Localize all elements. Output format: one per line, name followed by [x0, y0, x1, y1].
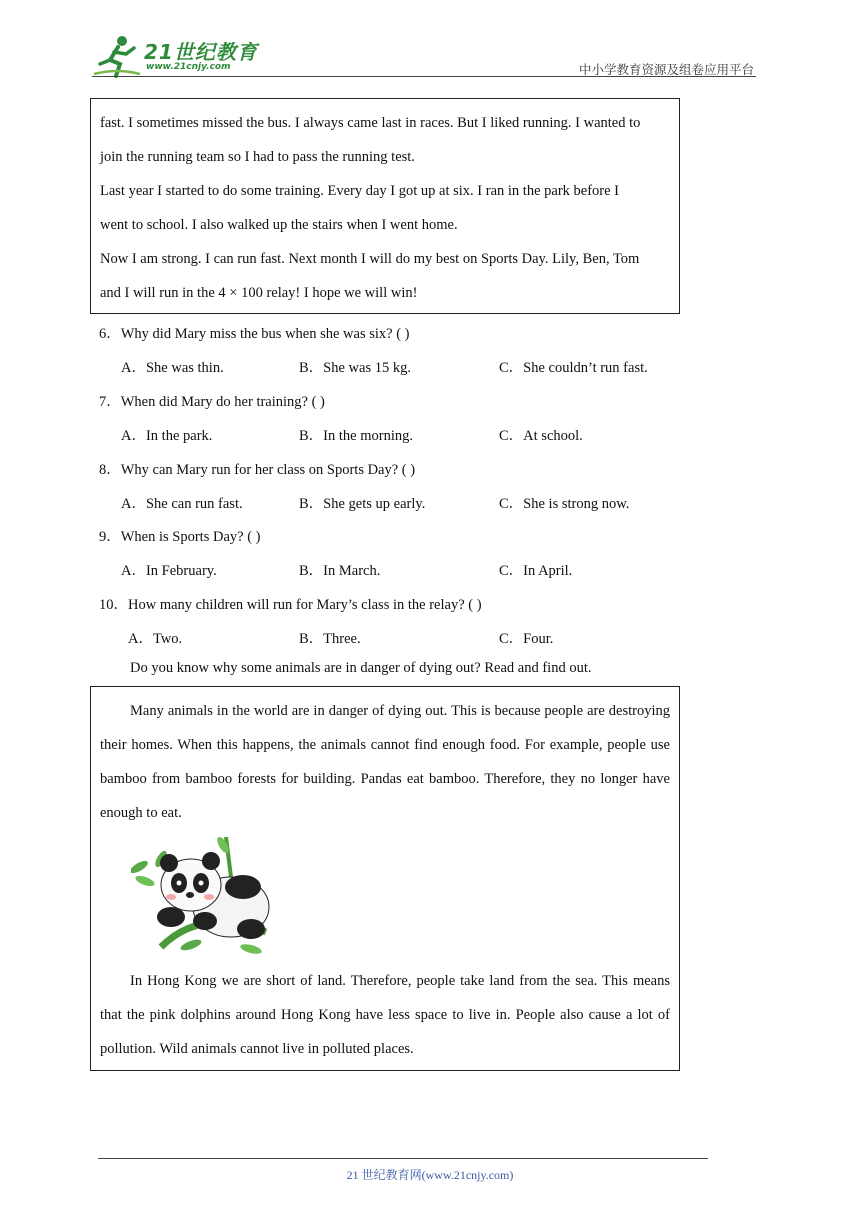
option-8a: A．She can run fast.: [121, 496, 243, 512]
question-8: 8．Why can Mary run for her class on Sports Day? ( ): [99, 462, 416, 478]
question-10: 10．How many children will run for Mary’s class in the relay? ( ): [99, 597, 482, 613]
passage-1-line: went to school. I also walked up the stairs when I went home.: [100, 217, 458, 233]
question-9: 9．When is Sports Day? ( ): [99, 529, 261, 545]
passage-1-line: and I will run in the 4 × 100 relay! I hope we will win!: [100, 285, 418, 301]
logo-text: 21世纪教育: [144, 40, 258, 64]
option-10c: C．Four.: [499, 631, 554, 647]
option-9a: A．In February.: [121, 563, 217, 579]
option-6b: B．She was 15 kg.: [299, 360, 411, 376]
runner-icon: [92, 34, 142, 78]
passage-2-paragraph-1: Many animals in the world are in danger of dying out. This is because people are destroying their homes. When this happens, the animals cannot find enough food. For example, people use bamboo from bamboo forests for building. Pandas eat bamboo. Therefore, they no longer have enough to eat.: [100, 703, 670, 821]
option-10a: A．Two.: [128, 631, 183, 647]
passage-1-line: Now I am strong. I can run fast. Next month I will do my best on Sports Day. Lily, Ben, Tom: [100, 251, 640, 267]
option-7c: C．At school.: [499, 428, 583, 444]
passage-2-box: [90, 686, 680, 1071]
passage-1-line: Last year I started to do some training. Every day I got up at six. I ran in the park before I: [100, 183, 620, 199]
footer-divider: [98, 1158, 708, 1159]
passage-1-box: [90, 98, 680, 314]
option-6a: A．She was thin.: [121, 360, 224, 376]
option-8c: C．She is strong now.: [499, 496, 630, 512]
logo-url: www.21cnjy.com: [146, 62, 231, 72]
option-10b: B．Three.: [299, 631, 361, 647]
option-7a: A．In the park.: [121, 428, 213, 444]
footer-source: 21 世纪教育网(www.21cnjy.com): [346, 1168, 514, 1182]
option-9c: C．In April.: [499, 563, 573, 579]
option-9b: B．In March.: [299, 563, 381, 579]
option-7b: B．In the morning.: [299, 428, 413, 444]
page-header: [0, 0, 860, 80]
option-6c: C．She couldn’t run fast.: [499, 360, 648, 376]
passage-2-paragraph-2: In Hong Kong we are short of land. Therefore, people take land from the sea. This means that the pink dolphins around Hong Kong have less space to live in. People also cause a lot of pollution. Wild animals cannot live in polluted places.: [100, 973, 670, 1057]
option-8b: B．She gets up early.: [299, 496, 426, 512]
brand-logo: [92, 34, 262, 78]
header-divider: [92, 76, 756, 77]
question-7: 7．When did Mary do her training? ( ): [99, 394, 325, 410]
passage-1-line: fast. I sometimes missed the bus. I always came last in races. But I liked running. I wanted to: [100, 115, 641, 131]
panda-illustration: [131, 837, 276, 957]
passage-1-line: join the running team so I had to pass the running test.: [100, 149, 415, 165]
platform-name: 中小学教育资源及组卷应用平台: [578, 62, 754, 77]
reading-intro: Do you know why some animals are in danger of dying out? Read and find out.: [130, 660, 592, 676]
question-6: 6．Why did Mary miss the bus when she was six? ( ): [99, 326, 410, 342]
